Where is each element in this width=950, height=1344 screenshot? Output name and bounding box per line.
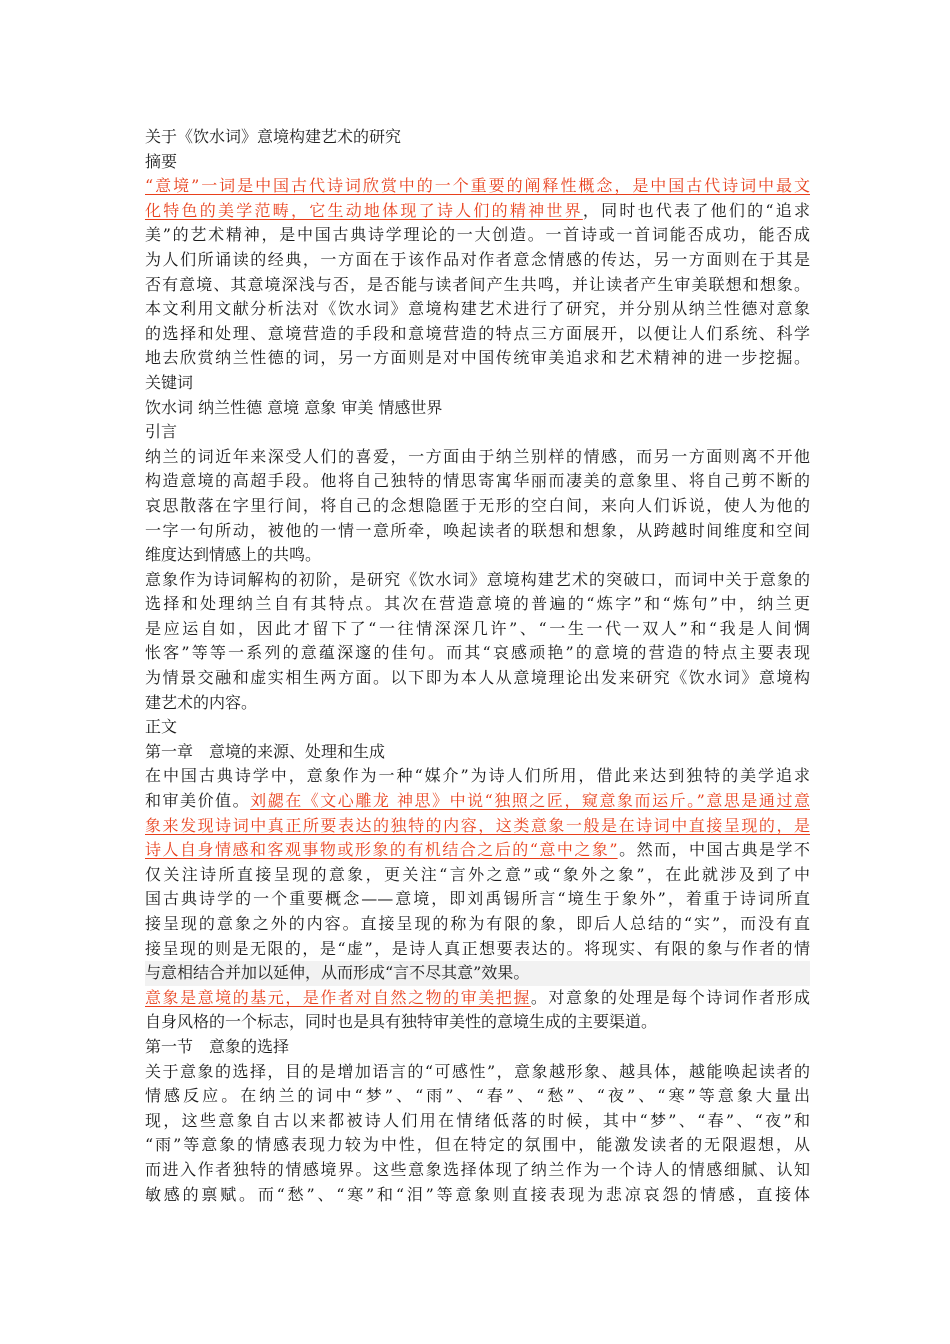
chapter-1-heading: 第一章 意境的来源、处理和生成 bbox=[145, 741, 386, 761]
ch1-p1-line-9: 与意相结合并加以延伸，从而形成“言不尽其意”效果。 bbox=[145, 961, 810, 986]
ch1-p1-line-3: 象来发现诗词中真正所要表达的独特的内容，这类意象一般是在诗词中直接呈现的，是 bbox=[145, 815, 810, 835]
sec1-p1-line-3: 现，这些意象自古以来都被诗人们用在情绪低落的时候，其中“梦”、“春”、“夜”和 bbox=[145, 1110, 810, 1130]
intro-heading: 引言 bbox=[145, 422, 178, 442]
section-1-paragraph-1 bbox=[145, 1060, 810, 1208]
intro-p2-line-3: 是应运自如，因此才留下了“一往情深深几许”、“一生一代一双人”和“我是人间惆 bbox=[145, 618, 810, 638]
ch1-p1-line-6: 国古典诗学的一个重要概念——意境，即刘禹锡所言“境生于象外”，着重于诗词所直 bbox=[145, 889, 810, 909]
intro-p1-line-2: 构造意境的高超手段。他将自己独特的情思寄寓华丽而凄美的意象里、将自己剪不断的 bbox=[145, 471, 810, 491]
ch1-p2-line-1-highlight: 意象是意境的基元，是作者对自然之物的审美把握 bbox=[145, 987, 531, 1007]
abstract-line-5: 否有意境、其意境深浅与否，是否能与读者间产生共鸣，并让读者产生审美联想和想象。 bbox=[145, 274, 810, 294]
abstract-line-2-highlight: 化特色的美学范畴，它生动地体现了诗人们的精神世界 bbox=[145, 200, 583, 220]
document-page bbox=[145, 125, 810, 1207]
ch1-p1-line-2 bbox=[145, 789, 810, 814]
ch1-p1-line-4-highlight: 诗人自身情感和客观事物或形象的有机结合之后的“意中之象” bbox=[145, 840, 618, 860]
sec1-p1-line-2: 情感反应。在纳兰的词中“梦”、“雨”、“春”、“愁”、“夜”、“寒”等意象大量出 bbox=[145, 1086, 810, 1106]
chapter-1-paragraph-2 bbox=[145, 986, 810, 1035]
intro-p1-line-5: 维度达到情感上的共鸣。 bbox=[145, 545, 322, 565]
ch1-p1-line-4 bbox=[145, 838, 810, 863]
ch1-p1-line-5: 仅关注诗所直接呈现的意象，更关注“言外之意”或“象外之象”，在此就涉及到了中 bbox=[145, 864, 810, 884]
intro-p2-line-6: 建艺术的内容。 bbox=[145, 692, 258, 712]
ch1-p2-line-2: 自身风格的一个标志，同时也是具有独特审美性的意境生成的主要渠道。 bbox=[145, 1012, 658, 1032]
abstract-line-7: 的选择和处理、意境营造的手段和意境营造的特点三方面展开，以便让人们系统、科学 bbox=[145, 323, 810, 343]
intro-p1-line-4: 一字一句所动，被他的一情一意所牵，唤起读者的联想和想象，从跨越时间维度和空间 bbox=[145, 520, 810, 540]
intro-p2-line-5: 为情景交融和虚实相生两方面。以下即为本人从意境理论出发来研究《饮水词》意境构 bbox=[145, 668, 810, 688]
sec1-p1-line-6: 敏感的禀赋。而“愁”、“寒”和“泪”等意象则直接表现为悲凉哀怨的情感，直接体 bbox=[145, 1184, 810, 1204]
ch1-p2-line-1 bbox=[145, 986, 810, 1011]
intro-p2-line-4: 怅客”等等一系列的意蕴深邃的佳句。而其“哀感顽艳”的意境的营造的特点主要表现 bbox=[145, 643, 810, 663]
section-1-heading: 第一节 意象的选择 bbox=[145, 1036, 290, 1056]
intro-p2-line-2: 选择和处理纳兰自有其特点。其次在营造意境的普遍的“炼字”和“炼句”中，纳兰更 bbox=[145, 594, 810, 614]
ch1-p1-line-4-rest: 。然而，中国古典是学不 bbox=[617, 840, 810, 860]
abstract-line-1: “意境”一词是中国古代诗词欣赏中的一个重要的阐释性概念，是中国古代诗词中最文 bbox=[145, 176, 810, 196]
ch1-p2-line-1-rest: 。对意象的处理是每个诗词作者形成 bbox=[530, 987, 810, 1007]
intro-p1-line-3: 哀思散落在字里行间，将自己的念想隐匿于无形的空白间，来向人们诉说，使人为他的 bbox=[145, 495, 810, 515]
abstract-heading: 摘要 bbox=[145, 151, 178, 171]
intro-p2-line-1: 意象作为诗词解构的初阶，是研究《饮水词》意境构建艺术的突破口，而词中关于意象的 bbox=[145, 569, 810, 589]
abstract-line-4: 为人们所诵读的经典，一方面在于该作品对作者意念情感的传达，另一方面则在于其是 bbox=[145, 249, 810, 269]
ch1-p1-line-8: 接呈现的则是无限的，是“虚”，是诗人真正想要表达的。将现实、有限的象与作者的情 bbox=[145, 938, 810, 958]
sec1-p1-line-4: “雨”等意象的情感表现力较为中性，但在特定的氛围中，能激发读者的无限遐想，从 bbox=[145, 1135, 810, 1155]
abstract-paragraph bbox=[145, 174, 810, 371]
ch1-p1-line-7: 接呈现的意象之外的内容。直接呈现的称为有限的象，即后人总结的“实”，而没有直 bbox=[145, 914, 810, 933]
abstract-line-2 bbox=[145, 199, 810, 224]
ch1-p1-line-2-highlight: 刘勰在《文心雕龙 神思》中说“独照之匠，窥意象而运斤。”意思是通过意 bbox=[250, 791, 810, 811]
chapter-1-paragraph-1 bbox=[145, 764, 810, 985]
abstract-line-6: 本文利用文献分析法对《饮水词》意境构建艺术进行了研究，并分别从纳兰性德对意象 bbox=[145, 299, 810, 319]
sec1-p1-line-5: 而进入作者独特的情感境界。这些意象选择体现了纳兰作为一个诗人的情感细腻、认知 bbox=[145, 1159, 810, 1179]
abstract-line-3: 美”的艺术精神，是中国古典诗学理论的一大创造。一首诗或一首词能否成功，能否成 bbox=[145, 225, 810, 245]
ch1-p1-line-2-plain: 和审美价值。 bbox=[145, 791, 251, 811]
ch1-p1-line-1: 在中国古典诗学中，意象作为一种“媒介”为诗人们所用，借此来达到独特的美学追求 bbox=[145, 766, 810, 786]
abstract-line-8: 地去欣赏纳兰性德的词，另一方面则是对中国传统审美追求和艺术精神的进一步挖掘。 bbox=[145, 348, 810, 368]
document-title: 关于《饮水词》意境构建艺术的研究 bbox=[145, 127, 402, 146]
sec1-p1-line-1: 关于意象的选择，目的是增加语言的“可感性”，意象越形象、越具体，越能唤起读者的 bbox=[145, 1061, 810, 1081]
body-heading: 正文 bbox=[145, 717, 178, 737]
keywords-heading: 关键词 bbox=[145, 372, 194, 392]
intro-paragraph-2 bbox=[145, 568, 810, 716]
intro-p1-line-1: 纳兰的词近年来深受人们的喜爱，一方面由于纳兰别样的情感，而另一方面则离不开他 bbox=[145, 446, 810, 466]
abstract-line-2-rest: ，同时也代表了他们的“追求 bbox=[582, 200, 810, 220]
intro-paragraph-1 bbox=[145, 445, 810, 568]
keywords-list: 饮水词 纳兰性德 意境 意象 审美 情感世界 bbox=[145, 397, 443, 417]
